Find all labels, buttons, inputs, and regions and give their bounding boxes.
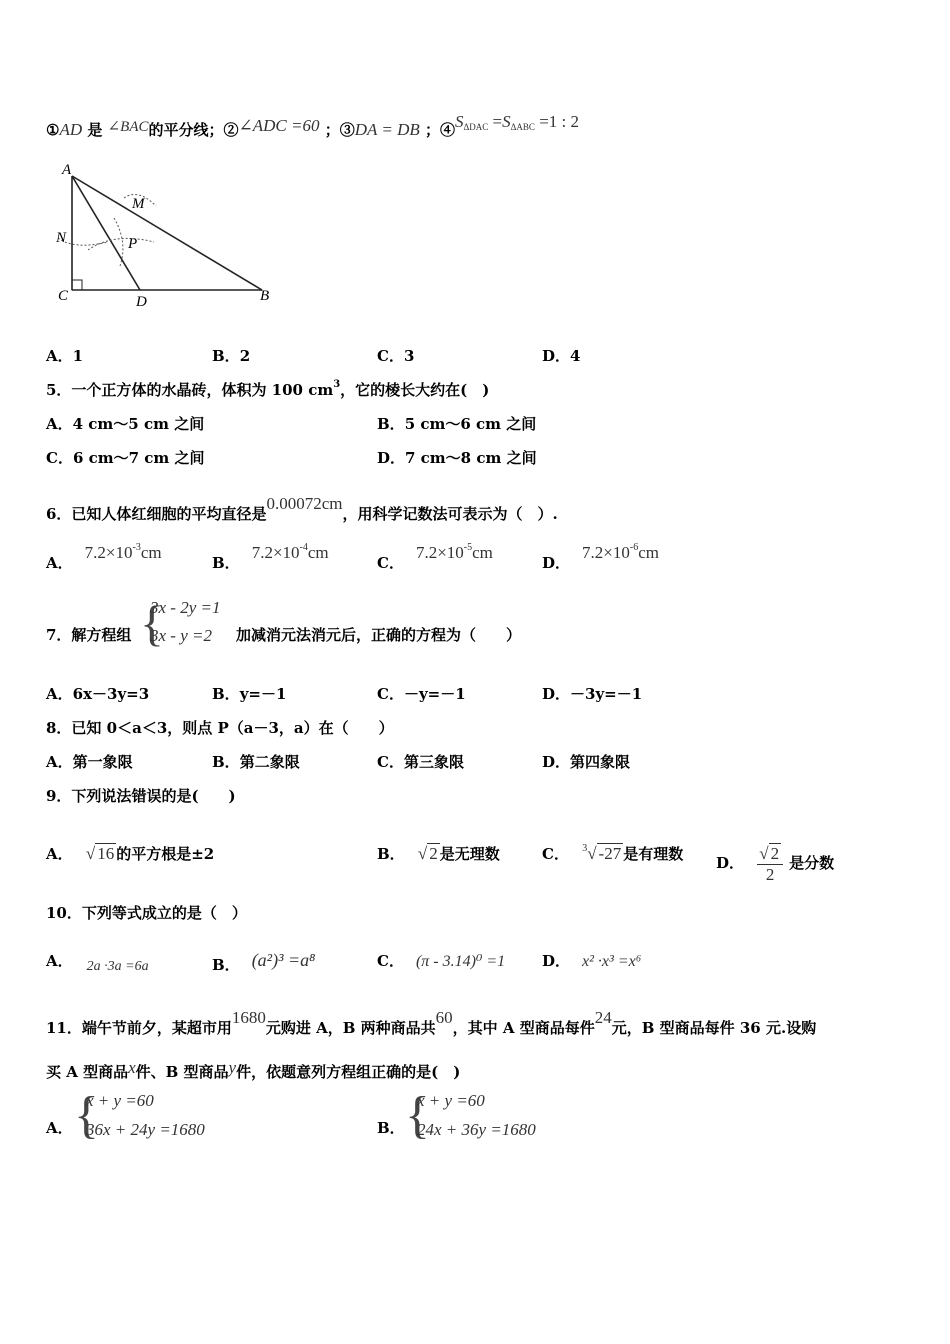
q5-option-c[interactable] xyxy=(46,447,205,468)
q6-option-d[interactable] xyxy=(542,542,659,573)
q9-option-d[interactable] xyxy=(716,843,834,885)
numerator-radicand: 2 xyxy=(770,844,780,863)
q11-option-a-eq2: 36x + 24y =1680 xyxy=(86,1120,205,1139)
q11-stem-c: ，其中 A 型商品每件 xyxy=(452,1019,595,1037)
q11-option-a-brace: { xyxy=(74,1087,99,1144)
option-text: 5 cm～6 cm 之间 xyxy=(404,415,537,433)
option-letter: D． xyxy=(377,449,406,467)
option-text: 6x－3y=3 xyxy=(72,685,150,703)
q11-line2-c: 件，依题意列方程组正确的是( ) xyxy=(236,1063,461,1081)
q11-option-a-eq1: x + y =60 xyxy=(86,1091,154,1110)
option-unit: cm xyxy=(307,543,329,562)
q7-stem-b: 加减消元法消元后，正确的方程为（ ） xyxy=(236,626,522,644)
q11-n3: 24 xyxy=(594,1008,612,1027)
q11-option-b-brace: { xyxy=(405,1087,430,1144)
option-text: 7 cm～8 cm 之间 xyxy=(405,449,537,467)
q4-option-a[interactable] xyxy=(46,345,83,366)
bisector-ad xyxy=(72,176,140,290)
stmt-1-text2: 的平分线；② xyxy=(148,121,239,139)
option-unit: cm xyxy=(472,543,493,562)
option-letter: B． xyxy=(212,685,240,703)
label-a: A xyxy=(62,162,72,178)
q6-stem-b: ，用科学记数法可表示为（ ）. xyxy=(342,505,558,523)
q5-option-b[interactable] xyxy=(377,413,536,434)
option-letter: A． xyxy=(46,952,73,970)
option-letter: B． xyxy=(212,956,240,974)
option-text: y=－1 xyxy=(239,685,287,703)
q11-n1: 1680 xyxy=(231,1008,266,1027)
option-letter: C． xyxy=(377,753,404,771)
q11-stem-a: 11．端午节前夕，某超市用 xyxy=(46,1019,232,1037)
option-letter: B． xyxy=(377,415,405,433)
option-letter: C． xyxy=(377,347,404,365)
q4-statements xyxy=(46,112,579,140)
option-text: 是有理数 xyxy=(623,845,684,863)
root-index: 3 xyxy=(582,843,588,854)
option-letter: D． xyxy=(542,952,571,970)
stmt-1-math: AD xyxy=(59,120,83,139)
q10-option-c[interactable] xyxy=(377,950,505,971)
option-math: 2a ·3a =6a xyxy=(86,959,149,974)
option-base: 7.2×10 xyxy=(415,543,464,562)
q11-line2-b: 件、B 型商品 xyxy=(135,1063,229,1081)
q11-line2-a: 买 A 型商品 xyxy=(46,1063,129,1081)
option-text: 6 cm～7 cm 之间 xyxy=(72,449,205,467)
q10-stem: 10．下列等式成立的是（ ） xyxy=(46,904,247,922)
q5-stem-text: 5．一个正方体的水晶砖，体积为 100 cm xyxy=(46,381,334,399)
option-letter: C． xyxy=(377,952,404,970)
q5-stem-tail: ，它的棱长大约在( ) xyxy=(340,381,490,399)
q11-option-b-eq2: 24x + 36y =1680 xyxy=(417,1120,536,1139)
area-sub2: ΔABC xyxy=(510,122,535,132)
q6-option-b[interactable] xyxy=(212,542,329,573)
option-text: 第三象限 xyxy=(403,753,464,771)
q7-eq2: 3x - y =2 xyxy=(150,626,212,645)
label-n: N xyxy=(56,230,67,246)
option-math: (a²)³ =a⁸ xyxy=(251,950,316,970)
area-s1: S xyxy=(455,112,464,131)
option-letter: B． xyxy=(212,347,240,365)
q10-option-a[interactable] xyxy=(46,950,149,975)
q9-option-b[interactable] xyxy=(377,843,500,864)
label-d: D xyxy=(136,294,147,310)
option-letter: D． xyxy=(542,753,571,771)
q7-eq1: 3x - 2y =1 xyxy=(150,598,221,617)
q8-option-c[interactable] xyxy=(377,751,464,772)
q7-option-a[interactable] xyxy=(46,683,149,704)
q5-option-d[interactable] xyxy=(377,447,537,468)
stmt-sep-a: ；③ xyxy=(324,121,355,139)
option-base: 7.2×10 xyxy=(251,543,300,562)
stmt-sep-b: ；④ xyxy=(424,121,455,139)
option-math xyxy=(252,543,329,562)
q8-stem: 8．已知 0＜a＜3，则点 P（a－3，a）在（ ） xyxy=(46,719,394,737)
q11-var-y: y xyxy=(228,1058,237,1077)
q5-stem-sup: 3 xyxy=(333,379,341,390)
area-sub1: ΔDAC xyxy=(463,122,489,132)
sqrt-16: √ 16 xyxy=(85,844,115,863)
radicand: 16 xyxy=(97,844,115,863)
sqrt-2: √ 2 xyxy=(417,844,438,863)
side-ab xyxy=(72,176,262,290)
area-ratio-value: =1 : 2 xyxy=(539,112,579,131)
q11-stem-d: 元，B 型商品每件 36 元.设购 xyxy=(611,1019,817,1037)
q6-stem xyxy=(46,494,558,524)
q4-option-b[interactable] xyxy=(212,345,250,366)
q11-var-x: x xyxy=(128,1058,136,1077)
fraction-numerator: √ 2 xyxy=(757,843,783,865)
q6-value: 0.00072cm xyxy=(266,494,343,513)
option-text: 1 xyxy=(72,347,84,365)
option-letter: C． xyxy=(377,554,404,572)
option-letter: A． xyxy=(46,845,73,863)
stmt-1-marker: ① xyxy=(46,121,60,139)
label-m: M xyxy=(132,196,145,212)
q6-option-c[interactable] xyxy=(377,542,493,573)
q8-option-b[interactable] xyxy=(212,751,300,772)
q4-option-c[interactable] xyxy=(377,345,414,366)
option-letter: B． xyxy=(212,753,240,771)
q11-n2: 60 xyxy=(435,1008,453,1027)
label-b: B xyxy=(260,288,270,304)
option-exp: -4 xyxy=(299,542,308,553)
option-letter: D． xyxy=(542,347,571,365)
q7-option-b[interactable] xyxy=(212,683,286,704)
option-text: 第四象限 xyxy=(570,753,631,771)
q6-option-a[interactable] xyxy=(46,542,162,573)
option-math: (π - 3.14)⁰ =1 xyxy=(415,953,506,970)
option-letter: C． xyxy=(46,449,73,467)
angle-adc: ∠ADC =60 xyxy=(238,116,320,135)
option-letter: C． xyxy=(377,685,404,703)
q10-option-b[interactable] xyxy=(212,950,315,975)
area-s2: S xyxy=(502,112,511,131)
option-letter: B． xyxy=(212,554,240,572)
option-base: 7.2×10 xyxy=(84,543,133,562)
option-letter: D． xyxy=(542,554,571,572)
q7-brace: { xyxy=(140,595,164,651)
area-eq: = xyxy=(492,112,503,131)
option-letter: A． xyxy=(46,554,73,572)
label-p: P xyxy=(128,236,138,252)
radicand: -27 xyxy=(598,844,622,863)
label-c: C xyxy=(58,288,69,304)
option-text: 第一象限 xyxy=(72,753,133,771)
fraction-denominator: 2 xyxy=(765,865,775,884)
option-text: 是无理数 xyxy=(439,845,500,863)
q5-option-a[interactable] xyxy=(46,413,204,434)
option-text: 是分数 xyxy=(789,854,835,872)
q11-stem-b: 元购进 A，B 两种商品共 xyxy=(265,1019,436,1037)
option-exp: -3 xyxy=(132,542,141,553)
triangle-figure xyxy=(44,158,284,310)
q7-option-c[interactable] xyxy=(377,683,466,704)
stmt-1-text: 是 xyxy=(87,121,103,139)
option-text: －3y=－1 xyxy=(570,685,643,703)
q8-option-a[interactable] xyxy=(46,751,133,772)
q9-stem: 9．下列说法错误的是( ) xyxy=(46,787,236,805)
q7-option-d[interactable] xyxy=(542,683,642,704)
option-text: 的平方根是±2 xyxy=(116,845,215,863)
q9-option-a[interactable] xyxy=(46,843,214,864)
da-eq-db: DA = DB xyxy=(354,120,420,139)
option-letter: A． xyxy=(46,685,73,703)
q11-line-1 xyxy=(46,1008,816,1038)
option-exp: -5 xyxy=(463,542,473,553)
option-text: 第二象限 xyxy=(239,753,300,771)
option-text: 4 xyxy=(570,347,581,365)
option-letter: A． xyxy=(46,415,73,433)
q11-line-2 xyxy=(46,1058,460,1082)
q10-option-d[interactable] xyxy=(542,950,641,971)
option-letter: D． xyxy=(542,685,571,703)
q11-option-a-letter[interactable]: A． xyxy=(46,1119,73,1137)
q11-option-b-letter[interactable]: B． xyxy=(377,1119,405,1137)
q7-stem-a: 7．解方程组 xyxy=(46,626,132,644)
option-base: 7.2×10 xyxy=(582,543,630,562)
right-angle-mark xyxy=(72,280,82,290)
fraction-sqrt2-over-2 xyxy=(757,843,783,885)
q11-option-b-eq1: x + y =60 xyxy=(417,1091,485,1110)
q6-stem-a: 6．已知人体红细胞的平均直径是 xyxy=(46,505,267,523)
radicand: 2 xyxy=(429,844,438,863)
q8-option-d[interactable] xyxy=(542,751,630,772)
option-letter: B． xyxy=(377,845,405,863)
option-letter: C． xyxy=(542,845,569,863)
option-text: 3 xyxy=(403,347,415,365)
option-text: －y=－1 xyxy=(403,685,466,703)
q9-option-c[interactable] xyxy=(542,843,683,864)
area-ratio xyxy=(455,112,579,131)
option-text: 4 cm～5 cm 之间 xyxy=(72,415,205,433)
option-unit: cm xyxy=(638,543,659,562)
option-letter: A． xyxy=(46,753,73,771)
option-exp: -6 xyxy=(629,542,639,553)
cbrt-neg27: $^3$√ -27 xyxy=(582,843,622,863)
option-math xyxy=(85,543,162,562)
q4-option-d[interactable] xyxy=(542,345,580,366)
angle-bac: ∠BAC xyxy=(107,119,149,135)
option-math xyxy=(582,543,659,562)
option-math xyxy=(416,543,493,562)
q5-stem xyxy=(46,379,489,400)
option-letter: A． xyxy=(46,347,73,365)
option-unit: cm xyxy=(140,543,162,562)
option-letter: D． xyxy=(716,854,745,872)
option-text: 2 xyxy=(239,347,251,365)
option-math: x² ·x³ =x⁶ xyxy=(582,953,642,970)
